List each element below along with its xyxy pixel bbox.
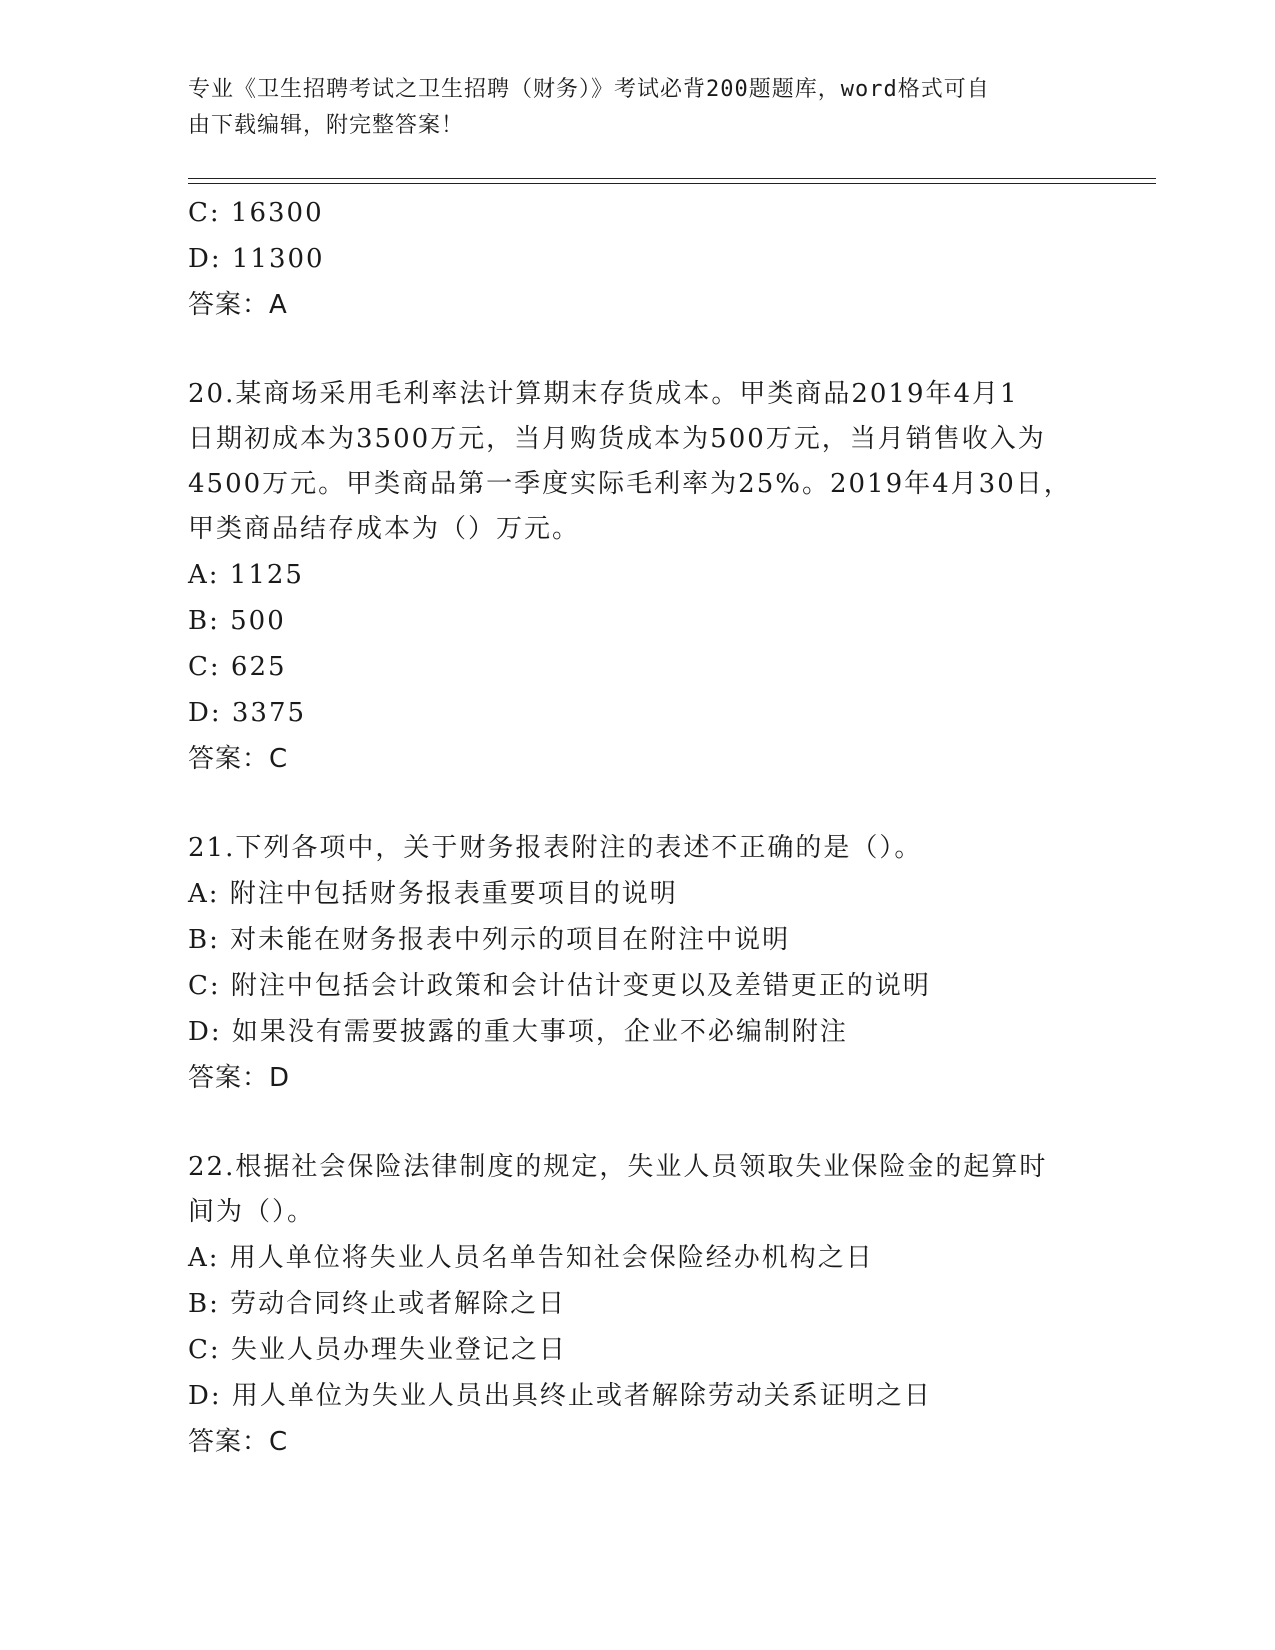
header-divider-bottom xyxy=(188,183,1156,184)
option-b: B: 对未能在财务报表中列示的项目在附注中说明 xyxy=(188,925,791,955)
question-list xyxy=(188,190,1088,1465)
option-c: C: 16300 xyxy=(188,198,324,228)
answer-line: 答案：C xyxy=(188,1427,289,1457)
option-d: D: 如果没有需要披露的重大事项，企业不必编制附注 xyxy=(188,1017,848,1047)
question-stem xyxy=(188,826,1088,871)
question-21 xyxy=(188,826,1088,1101)
stem-line: 21.下列各项中，关于财务报表附注的表述不正确的是（）。 xyxy=(188,833,923,863)
header-divider-top xyxy=(188,178,1156,179)
question-stem xyxy=(188,1145,1088,1235)
stem-line: 日期初成本为3500万元，当月购货成本为500万元，当月销售收入为 xyxy=(188,424,1046,454)
previous-question-tail xyxy=(188,190,1088,328)
answer-line: 答案：A xyxy=(188,290,288,320)
option-d: D: 11300 xyxy=(188,244,325,274)
stem-line: 20.某商场采用毛利率法计算期末存货成本。甲类商品2019年4月1 xyxy=(188,379,1019,409)
stem-line: 甲类商品结存成本为（）万元。 xyxy=(188,514,581,544)
document-header xyxy=(188,72,1068,144)
option-b: B: 500 xyxy=(188,606,286,636)
option-c: C: 625 xyxy=(188,652,287,682)
option-a: A: 1125 xyxy=(188,560,304,590)
header-title-line-2: 由下载编辑，附完整答案！ xyxy=(188,113,465,138)
question-22 xyxy=(188,1145,1088,1465)
stem-line: 4500万元。甲类商品第一季度实际毛利率为25%。2019年4月30日， xyxy=(188,469,1072,499)
option-c: C: 失业人员办理失业登记之日 xyxy=(188,1335,567,1365)
stem-line: 22.根据社会保险法律制度的规定，失业人员领取失业保险金的起算时 xyxy=(188,1152,1048,1182)
option-a: A: 附注中包括财务报表重要项目的说明 xyxy=(188,879,678,909)
stem-line: 间为（）。 xyxy=(188,1197,316,1227)
header-title-line-1: 专业《卫生招聘考试之卫生招聘（财务）》考试必背200题题库，word格式可自 xyxy=(188,77,990,102)
option-c: C: 附注中包括会计政策和会计估计变更以及差错更正的说明 xyxy=(188,971,931,1001)
option-b: B: 劳动合同终止或者解除之日 xyxy=(188,1289,567,1319)
answer-line: 答案：C xyxy=(188,744,289,774)
option-d: D: 用人单位为失业人员出具终止或者解除劳动关系证明之日 xyxy=(188,1381,932,1411)
answer-line: 答案：D xyxy=(188,1063,291,1093)
option-d: D: 3375 xyxy=(188,698,307,728)
question-stem xyxy=(188,372,1088,552)
question-20 xyxy=(188,372,1088,782)
option-a: A: 用人单位将失业人员名单告知社会保险经办机构之日 xyxy=(188,1243,874,1273)
